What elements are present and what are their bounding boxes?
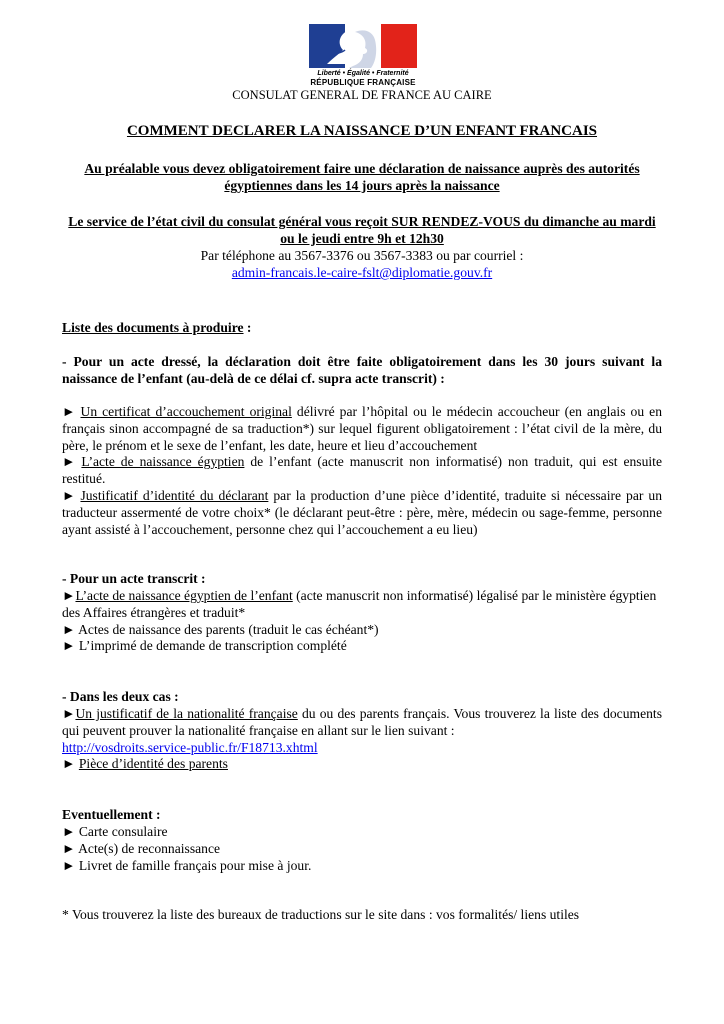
- list-item: ► L’acte de naissance égyptien de l’enfant (acte manuscrit non informatisé) non traduit, qui est ensuite restitué.: [62, 454, 662, 487]
- acte-dresse-heading: - Pour un acte dressé, la déclaration doit être faite obligatoirement dans les 30 jours suivant la naissance de l’enfant (au-delà de ce délai cf. supra acte transcrit) :: [62, 354, 662, 386]
- republic-motto: Liberté • Égalité • Fraternité: [317, 70, 409, 77]
- list-item: ► Pièce d’identité des parents: [62, 756, 228, 772]
- liste-heading: [62, 320, 662, 337]
- list-item: ►L’acte de naissance égyptien de l’enfant (acte manuscrit non informatisé) légalisé par le ministère égyptien des Affaires étrangères et traduit*: [62, 588, 657, 620]
- eventuellement-list: [62, 824, 662, 874]
- list-item: ► Livret de famille français pour mise à jour.: [62, 857, 312, 873]
- intro-service: [62, 213, 662, 281]
- contact-email-link[interactable]: admin-francais.le-caire-fslt@diplomatie.gouv.fr: [231, 265, 493, 280]
- marianne-logo-icon: [308, 24, 418, 87]
- acte-transcrit-list: [62, 588, 662, 655]
- list-item: ► Acte(s) de reconnaissance: [62, 840, 221, 856]
- republic-name: RÉPUBLIQUE FRANÇAISE: [310, 78, 416, 87]
- contact-phone: Par téléphone au 3567-3376 ou 3567-3383 ou par courriel :: [200, 248, 524, 263]
- liste-heading-colon: :: [243, 320, 252, 335]
- marianne-profile-icon: [309, 24, 417, 68]
- list-item: ►Un justificatif de la nationalité française du ou des parents français. Vous trouverez la liste des documents qui peuvent prouver la nationalité française en allant sur le lien suivant : http://vosdroits.service-public.fr/F18713.xhtml: [62, 706, 662, 755]
- service-hours: Le service de l’état civil du consulat général vous reçoit SUR RENDEZ-VOUS du dimanche au mardi ou le jeudi entre 9h et 12h30: [68, 214, 656, 246]
- republique-flag-icon: [309, 24, 417, 68]
- list-item: ► Actes de naissance des parents (traduit le cas échéant*): [62, 621, 379, 637]
- acte-transcrit-heading: - Pour un acte transcrit :: [62, 571, 206, 586]
- eventuellement-heading: Eventuellement :: [62, 807, 161, 822]
- deux-cas-list: [62, 706, 662, 773]
- list-item: ► Justificatif d’identité du déclarant par la production d’une pièce d’identité, traduite si nécessaire par un traducteur assermenté de votre choix* (le déclarant peut-être : père, mère, médecin ou sage-femme, personne ayant assisté à l’accouchement, personne chez qui l’accouchement a eu lieu): [62, 487, 663, 537]
- consulate-name: CONSULAT GENERAL DE FRANCE AU CAIRE: [232, 88, 492, 102]
- deux-cas-heading: - Dans les deux cas :: [62, 689, 179, 704]
- page-title: COMMENT DECLARER LA NAISSANCE D’UN ENFANT FRANCAIS: [126, 123, 598, 139]
- list-item: ► L’imprimé de demande de transcription complété: [62, 638, 347, 654]
- list-item: ► Un certificat d’accouchement original délivré par l’hôpital ou le médecin accoucheur (en anglais ou en français sinon accompagné de sa traduction*) sur lequel figurent obligatoirement : l’état civil de la mère, du père, le prénom et le sexe de l’enfant, les date, heure et lieu d’accouchement: [62, 404, 662, 453]
- acte-dresse-list: [62, 404, 662, 538]
- footnote: * Vous trouverez la liste des bureaux de traductions sur le site dans : vos formalités/ liens utiles: [62, 907, 580, 922]
- list-item: ► Carte consulaire: [62, 824, 168, 839]
- intro-prealable: Au préalable vous devez obligatoirement faire une déclaration de naissance auprès des autorités égyptiennes dans les 14 jours après la naissance: [84, 161, 640, 193]
- service-public-link[interactable]: http://vosdroits.service-public.fr/F18713.xhtml: [62, 739, 318, 755]
- liste-heading-text: Liste des documents à produire: [62, 320, 244, 335]
